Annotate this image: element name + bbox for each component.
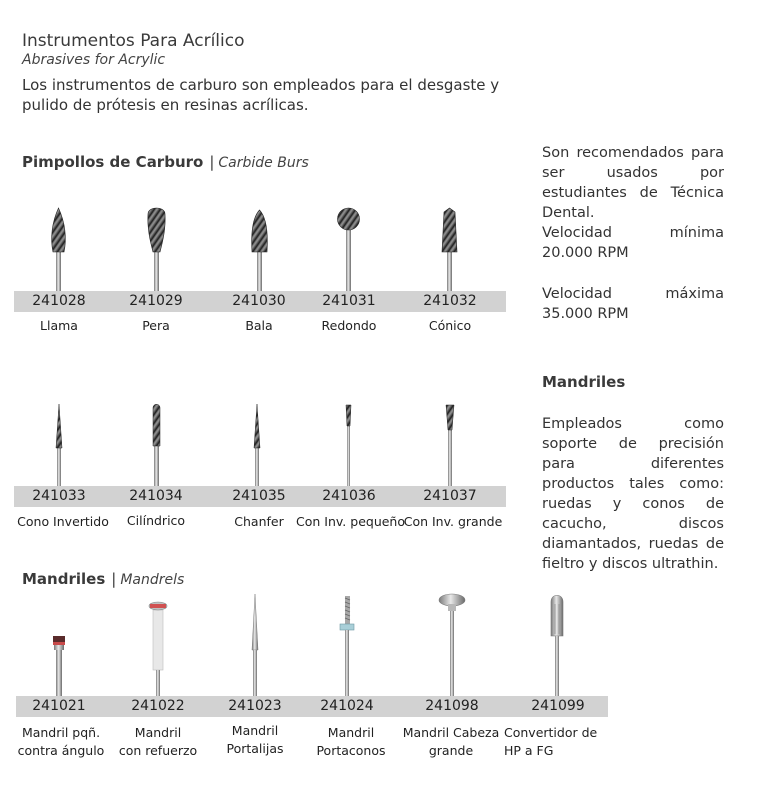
code-bar-row-1 bbox=[14, 291, 506, 312]
hp-fg-converter-icon bbox=[551, 595, 563, 696]
product-code: 241028 bbox=[32, 293, 86, 309]
product-label-line-2: Portalijas bbox=[226, 741, 284, 756]
bur-row-1-drawings bbox=[14, 200, 506, 292]
bur-row-2 bbox=[14, 396, 506, 536]
product-code: 241024 bbox=[320, 698, 374, 714]
section-title-en: Carbide Burs bbox=[218, 155, 309, 171]
product-label bbox=[396, 724, 506, 760]
product-label-line-2: Portaconos bbox=[316, 743, 386, 758]
mandrels-side-heading: Mandriles bbox=[542, 373, 626, 391]
product-label: Llama bbox=[40, 318, 78, 333]
small-mandrel-icon bbox=[53, 636, 65, 696]
mandrel-row bbox=[16, 592, 608, 767]
chamfer-bur-icon bbox=[254, 404, 260, 488]
product-label: Cónico bbox=[428, 318, 472, 333]
product-label: Con Inv. grande bbox=[403, 514, 503, 529]
max-speed-text: Velocidad máxima 35.000 RPM bbox=[542, 286, 724, 322]
product-code: 241031 bbox=[322, 293, 376, 309]
section-title: Pimpollos de Carburo bbox=[22, 153, 204, 171]
pear-bur-icon bbox=[148, 208, 165, 292]
small-inverted-cone-bur-icon bbox=[346, 405, 351, 488]
product-label bbox=[205, 722, 305, 758]
product-label-line-1: Mandril bbox=[327, 725, 375, 740]
product-code: 241021 bbox=[32, 698, 86, 714]
product-code: 241032 bbox=[423, 293, 477, 309]
product-label bbox=[504, 724, 604, 760]
mandrels-description-text: Empleados como soporte de precisión para diferentes productos tales como: ruedas y conos de cacucho, discos diamantados, ruedas de fieltro y discos ultrathin. bbox=[542, 416, 724, 572]
cone-holder-mandrel-icon bbox=[340, 596, 354, 696]
product-code: 241036 bbox=[322, 488, 376, 504]
product-label bbox=[6, 724, 116, 742]
product-label bbox=[301, 724, 401, 760]
bullet-bur-icon bbox=[252, 210, 268, 292]
conical-bur-icon bbox=[442, 208, 457, 292]
product-label: Redondo bbox=[321, 318, 377, 333]
large-inverted-cone-bur-icon bbox=[446, 405, 454, 488]
product-label-line-1: Mandril pqñ. bbox=[21, 725, 101, 740]
product-code: 241030 bbox=[232, 293, 286, 309]
product-label: Chanfer bbox=[234, 514, 284, 529]
title-separator: | bbox=[209, 153, 215, 171]
bur-row-1 bbox=[14, 200, 506, 340]
product-label-line-1: Convertidor de bbox=[504, 725, 598, 740]
product-label: Con Inv. pequeño bbox=[296, 514, 405, 529]
product-label: Bala bbox=[245, 318, 273, 333]
flame-bur-icon bbox=[52, 208, 66, 292]
page-subtitle: Abrasives for Acrylic bbox=[22, 52, 166, 68]
title-separator: | bbox=[111, 570, 117, 588]
product-label-line-1: Mandril bbox=[231, 723, 279, 738]
mandrels-heading bbox=[22, 570, 184, 588]
product-label-line-2: con refuerzo bbox=[118, 743, 198, 758]
bur-row-2-drawings bbox=[14, 396, 506, 488]
section-title-en: Mandrels bbox=[120, 572, 185, 588]
inverted-cone-bur-icon bbox=[56, 404, 62, 488]
product-code: 241098 bbox=[425, 698, 479, 714]
product-label-line-2: grande bbox=[428, 743, 474, 758]
product-label-line-1: Mandril Cabeza bbox=[402, 725, 500, 740]
product-label-line-2: contra ángulo bbox=[17, 743, 105, 758]
product-code: 241099 bbox=[531, 698, 585, 714]
product-code: 241033 bbox=[32, 488, 86, 504]
intro-text: Los instrumentos de carburo son empleados para el desgaste y pulido de prótesis en resinas acrílicas. bbox=[22, 76, 500, 114]
product-code: 241035 bbox=[232, 488, 286, 504]
round-bur-icon bbox=[338, 208, 360, 292]
cylindrical-bur-icon bbox=[153, 404, 160, 488]
product-label-line-2: HP a FG bbox=[504, 743, 554, 758]
product-label: Pera bbox=[142, 318, 170, 333]
product-code: 241037 bbox=[423, 488, 477, 504]
mandrel-row-drawings bbox=[16, 592, 608, 696]
min-speed-text: Velocidad mínima 20.000 RPM bbox=[542, 225, 724, 261]
product-code: 241029 bbox=[129, 293, 183, 309]
code-bar-mandrels bbox=[16, 696, 608, 717]
students-recommendation-text: Son recomendados para ser usados por estudiantes de Técnica Dental. bbox=[542, 145, 724, 221]
product-code: 241034 bbox=[129, 488, 183, 504]
product-label bbox=[108, 724, 208, 760]
code-bar-row-2 bbox=[14, 486, 506, 507]
section-title: Mandriles bbox=[22, 570, 106, 588]
file-holder-mandrel-icon bbox=[252, 594, 258, 696]
product-label-line-1: Mandril bbox=[134, 725, 182, 740]
product-label: Cono Invertido bbox=[17, 514, 109, 529]
reinforced-mandrel-icon bbox=[149, 602, 167, 696]
product-code: 241023 bbox=[228, 698, 282, 714]
large-head-mandrel-icon bbox=[439, 594, 465, 696]
product-code: 241022 bbox=[131, 698, 185, 714]
product-label: Cilíndrico bbox=[126, 513, 186, 528]
carbide-burs-heading bbox=[22, 153, 309, 171]
page-title: Instrumentos Para Acrílico bbox=[22, 31, 245, 51]
